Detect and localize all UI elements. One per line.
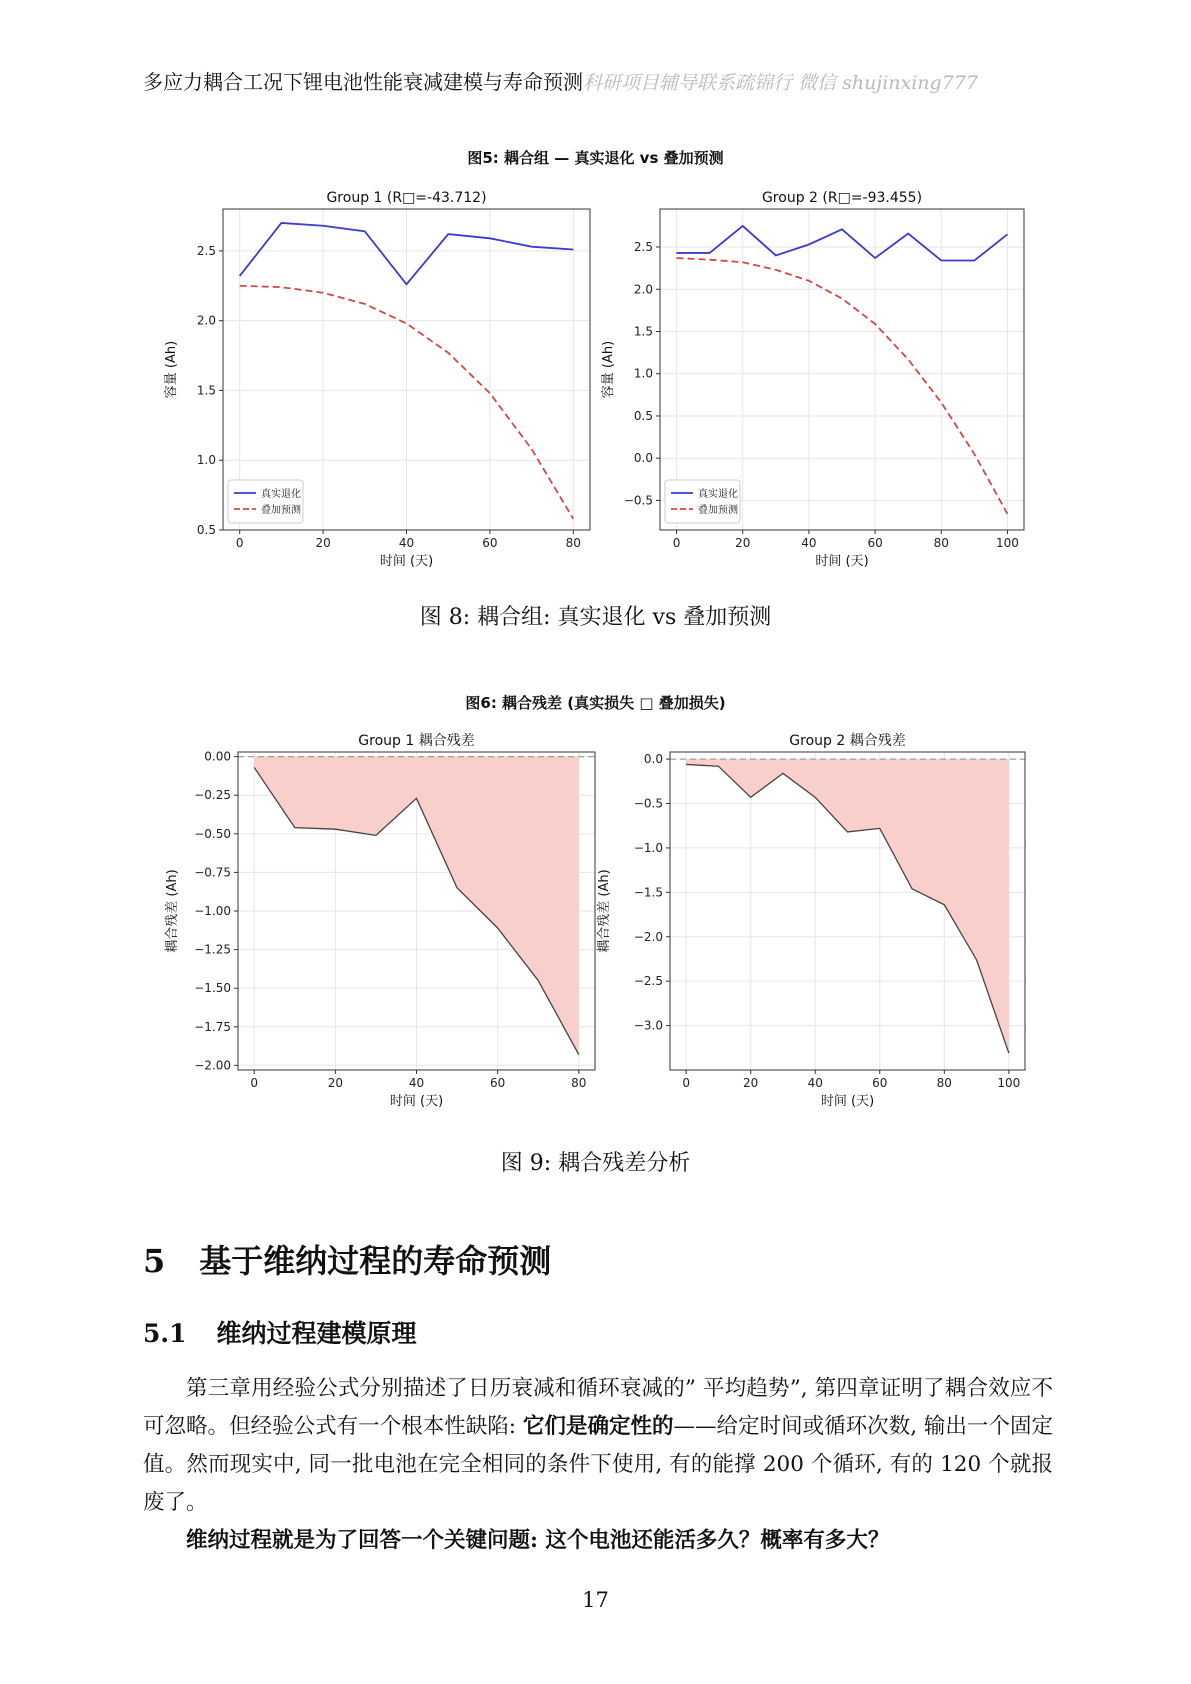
figure9-caption: 图 9: 耦合残差分析 xyxy=(500,1151,691,1176)
x-tick-label: 0 xyxy=(682,1076,690,1090)
x-axis-label: 时间 (天) xyxy=(379,554,434,569)
section-5-1-heading xyxy=(143,1314,417,1350)
x-tick-label: 0 xyxy=(250,1076,259,1090)
legend-label: 叠加预测 xyxy=(261,505,301,516)
y-tick-label: 0.5 xyxy=(196,523,216,537)
x-tick-label: 0 xyxy=(235,536,244,550)
y-tick-label: 2.5 xyxy=(633,240,653,255)
x-tick-label: 60 xyxy=(489,1076,506,1090)
y-tick-label: −1.00 xyxy=(194,904,231,918)
x-axis-label: 时间 (天) xyxy=(815,554,869,569)
y-tick-label: 0.0 xyxy=(643,752,663,767)
section-5-heading xyxy=(143,1236,551,1282)
y-tick-label: −1.75 xyxy=(194,1019,231,1034)
x-tick-label: 60 xyxy=(872,1076,888,1090)
y-tick-label: −2.0 xyxy=(633,929,663,944)
y-tick-label: 2.0 xyxy=(633,282,653,297)
page-number: 17 xyxy=(582,1588,609,1612)
y-tick-label: 0.0 xyxy=(633,451,653,466)
x-tick-label: 40 xyxy=(398,536,415,550)
x-tick-label: 60 xyxy=(867,536,883,550)
y-tick-label: −0.25 xyxy=(194,788,231,803)
legend-label: 真实退化 xyxy=(698,489,738,500)
x-tick-label: 80 xyxy=(933,536,949,550)
y-tick-label: 0.00 xyxy=(204,749,231,764)
header-title: 多应力耦合工况下锂电池性能衰减建模与寿命预测 xyxy=(143,70,583,94)
x-tick-label: 80 xyxy=(571,1076,587,1090)
x-tick-label: 60 xyxy=(482,536,498,550)
chart-4 xyxy=(596,732,1025,1109)
y-tick-label: 2.0 xyxy=(196,313,216,328)
watermark: 科研项目辅导联系疏锦行 微信 shujinxing777 xyxy=(583,72,978,94)
section-5-number: 5 xyxy=(143,1242,166,1280)
chart-3 xyxy=(164,732,595,1109)
section-5-1-title: 维纳过程建模原理 xyxy=(216,1319,417,1348)
chart-title: Group 2 耦合残差 xyxy=(789,733,906,749)
x-tick-label: 0 xyxy=(672,536,681,550)
y-tick-label: −1.25 xyxy=(194,942,231,957)
figure8-suptitle: 图5: 耦合组 — 真实退化 vs 叠加预测 xyxy=(467,149,724,167)
paragraph-2: 维纳过程就是为了回答一个关键问题: 这个电池还能活多久？概率有多大？ xyxy=(186,1528,890,1553)
x-axis-label: 时间 (天) xyxy=(389,1094,444,1109)
section-5-title: 基于维纳过程的寿命预测 xyxy=(199,1242,552,1280)
legend-label: 叠加预测 xyxy=(698,505,738,516)
y-tick-label: −0.5 xyxy=(623,493,653,508)
y-tick-label: −0.5 xyxy=(633,796,663,811)
x-tick-label: 80 xyxy=(565,536,581,550)
chart-title: Group 1 (R□=-43.712) xyxy=(326,190,487,206)
paragraph-1-text-b: ——给定时间或循环次数, 输出一个固定值。然而现实中, 同一批电池在完全相同的条件下使用, 有的能撑 200 个循环, 有的 120 个就报废了。 xyxy=(143,1414,1053,1515)
section-5-1-number: 5.1 xyxy=(143,1319,187,1348)
x-tick-label: 20 xyxy=(315,536,331,550)
y-axis-label: 容量 (Ah) xyxy=(601,340,616,399)
y-axis-label: 容量 (Ah) xyxy=(164,340,179,399)
chart-title: Group 2 (R□=-93.455) xyxy=(761,190,923,206)
x-axis-label: 时间 (天) xyxy=(820,1094,875,1109)
y-axis-label: 耦合残差 (Ah) xyxy=(165,869,180,953)
chart-title: Group 1 耦合残差 xyxy=(358,733,475,749)
paragraph-1-text-a: 第三章用经验公式分别描述了日历衰减和循环衰减的” 平均趋势”, 第四章证明了耦合效应不可忽略。但经验公式有一个根本性缺陷: xyxy=(143,1376,1053,1439)
x-tick-label: 100 xyxy=(997,1076,1021,1090)
paragraph-1 xyxy=(143,1370,1053,1522)
y-tick-label: 1.5 xyxy=(196,383,216,398)
y-tick-label: 2.5 xyxy=(196,243,216,258)
y-tick-label: −1.0 xyxy=(633,840,663,855)
x-tick-label: 20 xyxy=(327,1076,344,1090)
y-tick-label: 0.5 xyxy=(633,408,653,423)
y-tick-label: −2.5 xyxy=(633,974,663,989)
y-tick-label: 1.5 xyxy=(633,324,653,339)
x-tick-label: 40 xyxy=(801,536,817,550)
paragraph-1-bold: 它们是确定性的 xyxy=(522,1414,674,1439)
x-tick-label: 100 xyxy=(996,536,1019,550)
y-tick-label: −0.50 xyxy=(194,826,231,841)
y-tick-label: −1.5 xyxy=(633,885,663,900)
figure9-suptitle: 图6: 耦合残差 (真实损失 □ 叠加损失) xyxy=(465,694,726,712)
x-tick-label: 80 xyxy=(936,1076,952,1090)
y-tick-label: −2.00 xyxy=(194,1058,231,1073)
y-tick-label: 1.0 xyxy=(633,366,653,381)
x-tick-label: 20 xyxy=(735,536,751,550)
figure8-caption: 图 8: 耦合组: 真实退化 vs 叠加预测 xyxy=(419,605,772,630)
y-tick-label: −0.75 xyxy=(194,865,231,880)
legend-label: 真实退化 xyxy=(261,489,301,500)
y-tick-label: −3.0 xyxy=(633,1018,663,1033)
x-tick-label: 40 xyxy=(408,1076,425,1090)
y-axis-label: 耦合残差 (Ah) xyxy=(597,869,612,953)
x-tick-label: 40 xyxy=(807,1076,823,1090)
y-tick-label: 1.0 xyxy=(196,453,216,468)
x-tick-label: 20 xyxy=(743,1076,759,1090)
y-tick-label: −1.50 xyxy=(194,981,231,996)
